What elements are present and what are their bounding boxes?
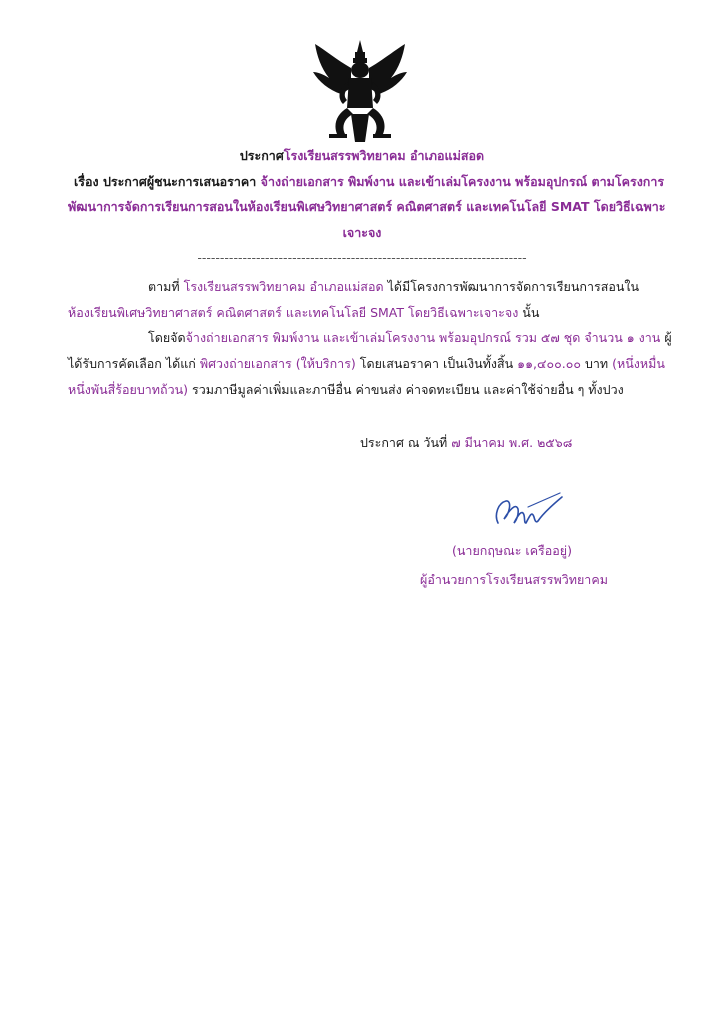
p2-winner: พิศวงถ่ายเอกสาร (ให้บริการ) [199,356,356,371]
p2-amount-words-2: หนึ่งพันสี่ร้อยบาทถ้วน) [68,382,189,397]
p2-price-label: โดยเสนอราคา เป็นเงินทั้งสิ้น [359,356,514,371]
announcement-title [0,148,724,164]
p2-end: ผู้ [664,330,672,345]
signer-name: (นายกฤษณะ เครืออยู่) [452,543,572,558]
subject-label: เรื่อง ประกาศผู้ชนะการเสนอราคา [74,174,257,189]
garuda-emblem-icon [307,38,413,148]
p2-amount-words-1: (หนึ่งหมื่น [612,356,665,371]
divider: ------------------------------------------------------------------------- [197,250,527,265]
paragraph-2-line-2 [68,356,665,372]
announce-date-line [360,435,572,451]
announce-date: ๗ มีนาคม พ.ศ. ๒๕๖๘ [451,435,573,450]
p2-item: จ้างถ่ายเอกสาร พิมพ์งาน และเข้าเล่มโครงงาน พร้อมอุปกรณ์ รวม ๕๗ ชุด จำนวน ๑ งาน [185,330,661,345]
p2-tax-note: รวมภาษีมูลค่าเพิ่มและภาษีอื่น ค่าขนส่ง ค่าจดทะเบียน และค่าใช้จ่ายอื่น ๆ ทั้งปวง [192,382,624,397]
p2-start: โดยจัด [148,330,186,345]
paragraph-1-line-1 [148,279,639,295]
p2-baht: บาท [584,356,609,371]
subject-line-3: เจาะจง [342,225,382,240]
announce-prefix: ประกาศ ณ วันที่ [360,435,448,450]
p1-project: ได้มีโครงการพัฒนาการจัดการเรียนการสอนใน [387,279,640,294]
p2-amount: ๑๑,๔๐๐.๐๐ [517,356,581,371]
p1-school: โรงเรียนสรรพวิทยาคม อำเภอแม่สอด [183,279,384,294]
p1-room: ห้องเรียนพิเศษวิทยาศาสตร์ คณิตศาสตร์ และเทคโนโลยี SMAT โดยวิธีเฉพาะเจาะจง [68,305,519,320]
p1-start: ตามที่ [148,279,180,294]
p1-end: นั้น [522,305,540,320]
subject-line-1 [74,174,664,190]
signer-title: ผู้อำนวยการโรงเรียนสรรพวิทยาคม [420,572,608,587]
paragraph-2-line-3 [68,382,624,398]
title-prefix: ประกาศ [239,148,284,163]
paragraph-1-line-2 [68,305,539,321]
title-school: โรงเรียนสรรพวิทยาคม อำเภอแม่สอด [283,148,485,163]
signature-icon [488,485,568,535]
subject-text-1: จ้างถ่ายเอกสาร พิมพ์งาน และเข้าเล่มโครงงาน พร้อมอุปกรณ์ ตามโครงการ [260,174,665,189]
p2-selected: ได้รับการคัดเลือก ได้แก่ [68,356,196,371]
subject-line-2: พัฒนาการจัดการเรียนการสอนในห้องเรียนพิเศษวิทยาศาสตร์ คณิตศาสตร์ และเทคโนโลยี SMAT โดยวิธีเฉพาะ [68,199,666,214]
paragraph-2-line-1 [148,330,672,346]
